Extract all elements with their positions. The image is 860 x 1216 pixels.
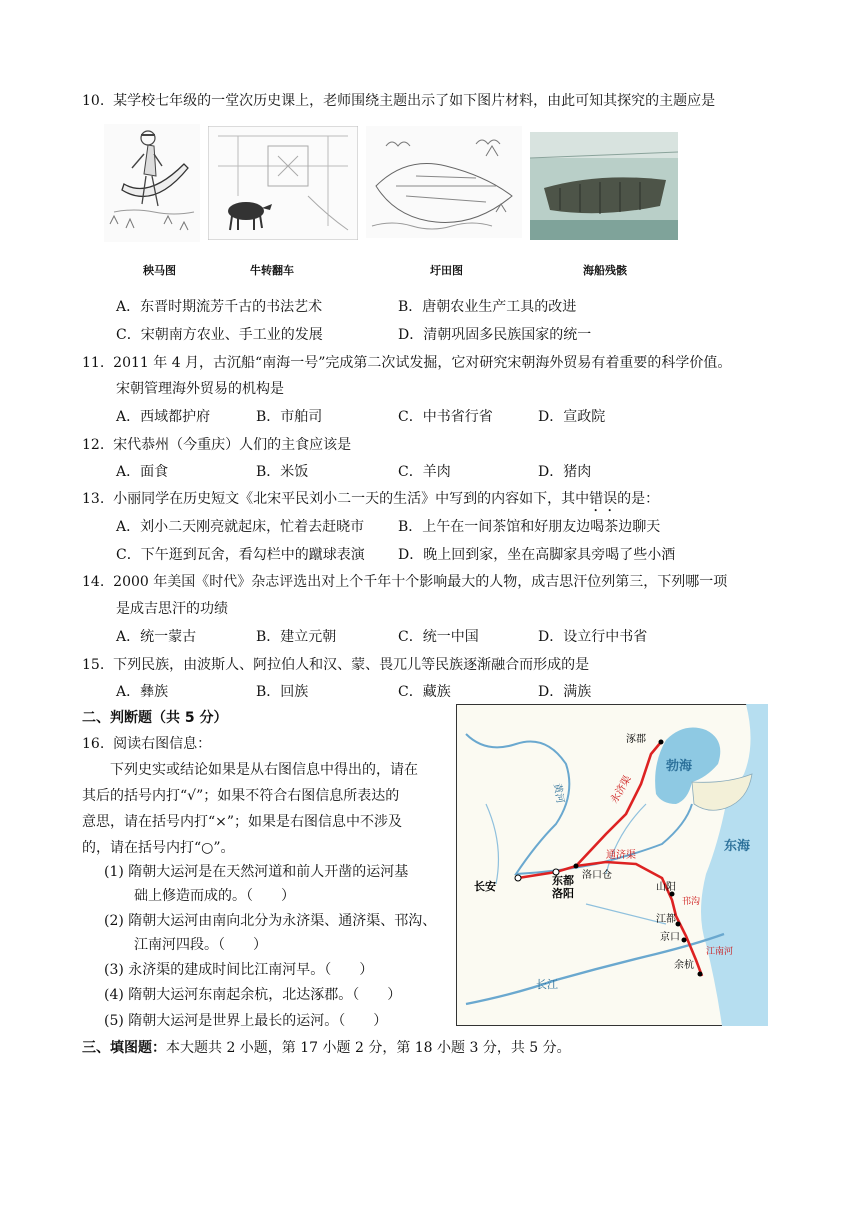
label-luoyang: 洛阳	[552, 887, 574, 900]
q13-stem-a: 小丽同学在历史短文《北宋平民刘小二一天的生活》中写到的内容如下，其中	[113, 491, 590, 507]
q10-stem-line	[82, 91, 715, 111]
q14-option-b: B．建立元朝	[256, 629, 337, 645]
q11-stem1: 2011 年 4 月，古沉船“南海一号”完成第二次试发掘，它对研究宋朝海外贸易有着重要的科学价值。	[113, 355, 732, 371]
q16-item-1-num: (1)	[104, 864, 124, 880]
section2-title: 二、判断题（共 5 分）	[82, 710, 228, 726]
q11-option-c: C．中书省行省	[398, 409, 493, 425]
q16-line-3: 其后的括号内打“√”；如果不符合右图信息所表达的	[82, 788, 400, 804]
q16-item-2	[104, 911, 436, 931]
q16-line-5: 的，请在括号内打“○”。	[82, 840, 235, 856]
q13-number: 13.	[82, 491, 105, 507]
q14-option-c: C．统一中国	[398, 629, 479, 645]
label-dongdu: 东都	[552, 874, 574, 887]
q12-stem: 宋代恭州（今重庆）人们的主食应该是	[113, 437, 352, 453]
q16-item-5-num: (5)	[104, 1013, 124, 1029]
q13-stem-line	[82, 489, 659, 515]
zhuojun-marker	[659, 740, 664, 745]
luokoucang-marker	[574, 864, 579, 869]
q16-item-3	[104, 960, 373, 980]
q16-item-4	[104, 985, 401, 1005]
q16-line-2: 下列史实或结论如果是从右图信息中得出的，请在	[110, 762, 418, 778]
label-donghai: 东海	[724, 839, 751, 854]
q16-item-1-l1: 隋朝大运河是在天然河道和前人开凿的运河基	[128, 864, 409, 880]
label-shanyang: 山阳	[656, 882, 676, 893]
q11-stem2: 宋朝管理海外贸易的机构是	[116, 381, 284, 397]
jiangdu-marker	[676, 922, 681, 927]
q10-stem: 某学校七年级的一堂次历史课上，老师围绕主题出示了如下图片材料，由此可知其探究的主题应是	[113, 93, 716, 109]
q16-item-1	[104, 862, 408, 882]
q15-option-d: D．满族	[538, 684, 592, 700]
yangma-illustration	[104, 124, 200, 242]
q13-stem-b: 的是：	[617, 491, 660, 507]
q16-item-4-num: (4)	[104, 987, 124, 1003]
q16-item-3-num: (3)	[104, 962, 124, 978]
q12-stem-line	[82, 435, 351, 455]
label-jingkou: 京口	[660, 932, 680, 943]
q10-option-d: D．清朝巩固多民族国家的统一	[398, 327, 592, 343]
label-jiangnanhe: 江南河	[706, 947, 734, 957]
q10-number: 10.	[82, 93, 105, 109]
ship-wreck-photo	[530, 132, 678, 240]
q13-option-c: C．下午逛到瓦舍，看勾栏中的蹴球表演	[116, 547, 365, 563]
q12-option-b: B．米饭	[256, 464, 309, 480]
q16-line-1: 阅读右图信息：	[113, 736, 212, 752]
section3-title: 三、填图题：	[82, 1040, 166, 1056]
q15-option-c: C．藏族	[398, 684, 451, 700]
q16-intro-line	[82, 734, 211, 754]
label-yongjiqu: 永济渠	[609, 774, 634, 806]
grand-canal-map	[456, 704, 768, 1026]
caption-weitian: 圩田图	[430, 264, 463, 277]
q12-option-d: D．猪肉	[538, 464, 592, 480]
q16-number: 16.	[82, 736, 105, 752]
q12-number: 12.	[82, 437, 105, 453]
q11-stem-line1	[82, 353, 731, 373]
niuzhuan-fanche-illustration	[208, 126, 358, 240]
q11-number: 11.	[82, 355, 105, 371]
label-tongjiqu: 通济渠	[606, 850, 636, 861]
q10-option-c: C．宋朝南方农业、手工业的发展	[116, 327, 323, 343]
label-bohai: 勃海	[666, 759, 693, 774]
q13-option-d: D．晚上回到家，坐在高脚家具旁喝了些小酒	[398, 547, 676, 563]
q15-option-a: A．彝族	[116, 684, 169, 700]
q14-option-a: A．统一蒙古	[116, 629, 197, 645]
label-jiangdu: 江都	[656, 914, 676, 925]
q16-item-3-l1: 永济渠的建成时间比江南河早。（ ）	[128, 962, 374, 978]
q14-stem2: 是成吉思汗的功绩	[116, 601, 228, 617]
q12-option-a: A．面食	[116, 464, 169, 480]
q16-item-2-l1: 隋朝大运河由南向北分为永济渠、通济渠、邗沟、	[128, 913, 437, 929]
changan-marker	[515, 875, 521, 881]
q16-item-5-l1: 隋朝大运河是世界上最长的运河。（ ）	[128, 1013, 388, 1029]
section3-rest: 本大题共 2 小题，第 17 小题 2 分，第 18 小题 3 分，共 5 分。	[166, 1040, 571, 1056]
weitian-illustration	[366, 126, 522, 238]
q14-option-d: D．设立行中书省	[538, 629, 648, 645]
yuhang-marker	[698, 972, 703, 977]
q11-option-b: B．市舶司	[256, 409, 323, 425]
q10-option-a: A．东晋时期流芳千古的书法艺术	[116, 299, 323, 315]
q16-item-2-l2: 江南河四段。（ ）	[134, 937, 267, 953]
q16-item-2-num: (2)	[104, 913, 124, 929]
q15-stem-line	[82, 655, 589, 675]
q16-item-5	[104, 1011, 387, 1031]
label-yuhang: 余杭	[674, 960, 694, 971]
caption-haichuan: 海船残骸	[583, 264, 627, 277]
q14-stem1: 2000 年美国《时代》杂志评选出对上个千年十个影响最大的人物，成吉思汗位列第三，下列哪一项	[113, 574, 728, 590]
q14-number: 14.	[82, 574, 105, 590]
q12-option-c: C．羊肉	[398, 464, 451, 480]
q14-stem-line1	[82, 572, 727, 592]
jingkou-marker	[682, 938, 687, 943]
q11-option-d: D．宣政院	[538, 409, 606, 425]
label-zhuojun: 涿郡	[626, 734, 646, 745]
q13-stem-emphasis: 错误	[589, 491, 618, 507]
q15-stem: 下列民族，由波斯人、阿拉伯人和汉、蒙、畏兀儿等民族逐渐融合而形成的是	[113, 657, 590, 673]
q11-option-a: A．西域都护府	[116, 409, 211, 425]
caption-niuzhuan: 牛转翻车	[250, 264, 294, 277]
q13-option-b: B．上午在一间茶馆和好朋友边喝茶边聊天	[398, 519, 661, 535]
q16-line-4: 意思，请在括号内打“×”；如果是右图信息中不涉及	[82, 814, 403, 830]
caption-yangma: 秧马图	[143, 264, 176, 277]
q16-item-4-l1: 隋朝大运河东南起余杭，北达涿郡。（ ）	[128, 987, 402, 1003]
label-huanghe: 黄河	[551, 782, 566, 805]
label-luokoucang: 洛口仓	[582, 870, 612, 881]
label-changjiang: 长江	[536, 978, 558, 991]
q16-item-1-l2: 础上修造而成的。（ ）	[134, 888, 295, 904]
label-changan: 长安	[474, 880, 496, 893]
section3-line	[82, 1038, 571, 1058]
q10-option-b: B．唐朝农业生产工具的改进	[398, 299, 577, 315]
q15-number: 15.	[82, 657, 105, 673]
q15-option-b: B．回族	[256, 684, 309, 700]
label-hangou: 邗沟	[682, 897, 701, 907]
q13-option-a: A．刘小二天刚亮就起床，忙着去赶晓市	[116, 519, 365, 535]
